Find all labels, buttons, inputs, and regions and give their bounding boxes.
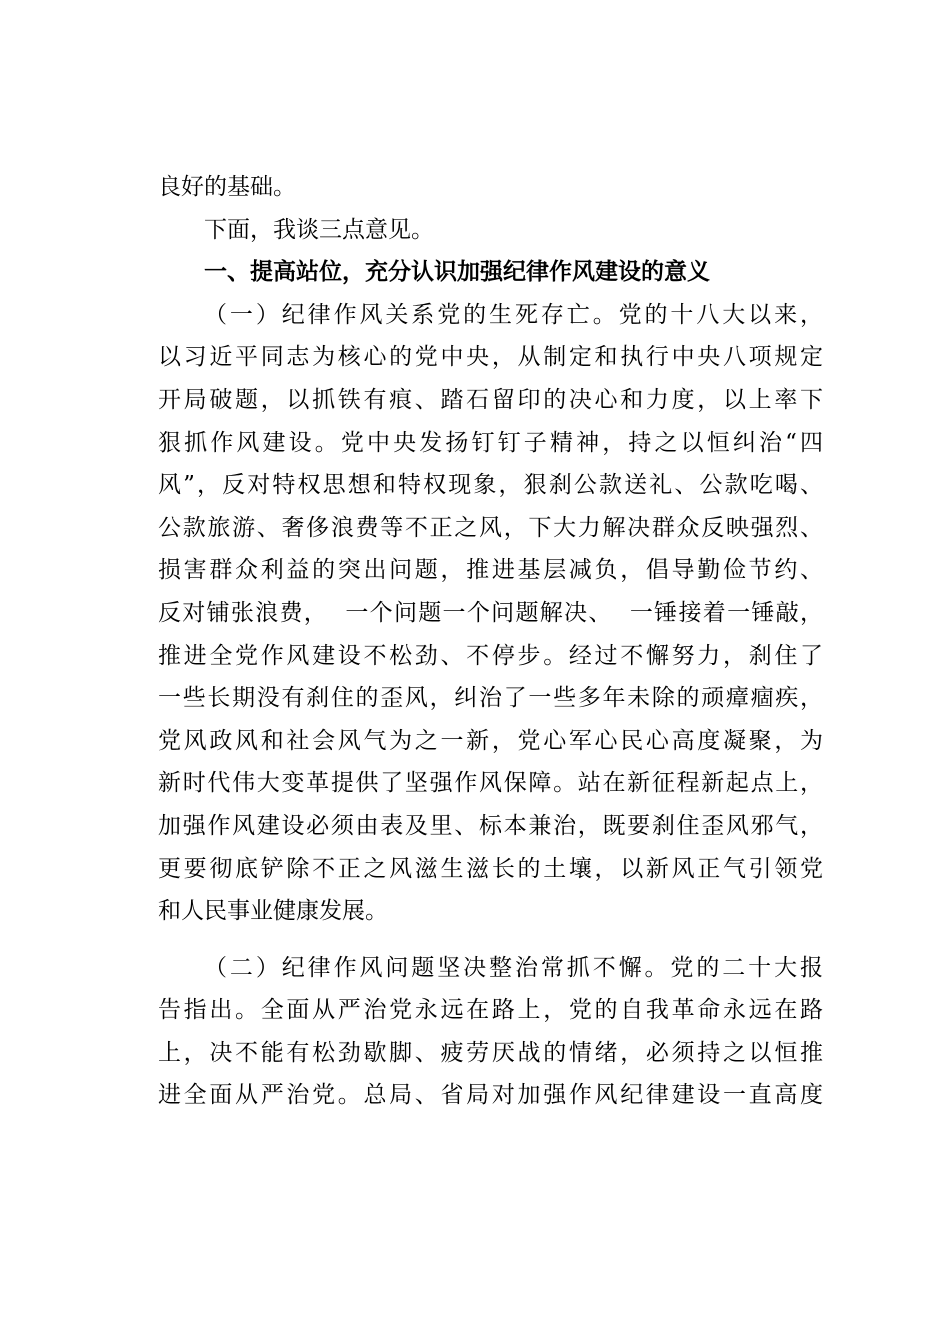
text-line: 告指出。全面从严治党永远在路上，党的自我革命永远在路 (158, 997, 823, 1024)
text-line: 党风政风和社会风气为之一新，党心军心民心高度凝聚，为 (158, 727, 823, 754)
paragraph-2 (158, 947, 823, 1117)
paragraph-spacer (158, 933, 823, 947)
text-line: 公款旅游、奢侈浪费等不正之风，下大力解决群众反映强烈、 (158, 514, 823, 541)
text-line: 加强作风建设必须由表及里、标本兼治，既要刹住歪风邪气， (158, 812, 823, 839)
text-line: 开局破题，以抓铁有痕、踏石留印的决心和力度，以上率下 (158, 386, 823, 413)
text-line: 损害群众利益的突出问题，推进基层减负，倡导勤俭节约、 (158, 557, 823, 584)
paragraph-1 (158, 294, 823, 933)
text-line: 更要彻底铲除不正之风滋生滋长的土壤，以新风正气引领党 (158, 855, 823, 882)
document-body (158, 166, 823, 1117)
text-line: （一）纪律作风关系党的生死存亡。党的十八大以来， (204, 301, 823, 328)
text-line: 上，决不能有松劲歇脚、疲劳厌战的情绪，必须持之以恒推 (158, 1039, 823, 1066)
text-line: 和人民事业健康发展。 (158, 898, 388, 925)
text-line: 狠抓作风建设。党中央发扬钉钉子精神，持之以恒纠治“四 (158, 429, 823, 456)
text-line: 推进全党作风建设不松劲、不停步。经过不懈努力，刹住了 (158, 642, 823, 669)
text-line: 良好的基础。 (158, 174, 296, 200)
text-line: 反对铺张浪费， 一个问题一个问题解决、 一锤接着一锤敲， (158, 599, 823, 626)
text-line: 风”，反对特权思想和特权现象，狠刹公款送礼、公款吃喝、 (158, 472, 823, 499)
text-line: 以习近平同志为核心的党中央，从制定和执行中央八项规定 (158, 344, 823, 371)
text-line: 一些长期没有刹住的歪风，纠治了一些多年未除的顽瘴痼疾， (158, 685, 823, 712)
text-line: 进全面从严治党。总局、省局对加强作风纪律建设一直高度 (158, 1082, 823, 1109)
text-line: 新时代伟大变革提供了坚强作风保障。站在新征程新起点上， (158, 770, 823, 797)
text-line: （二）纪律作风问题坚决整治常抓不懈。党的二十大报 (204, 954, 823, 981)
text-line: 下面，我谈三点意见。 (204, 216, 434, 243)
section-heading: 一、提高站位，充分认识加强纪律作风建设的意义 (204, 259, 710, 286)
